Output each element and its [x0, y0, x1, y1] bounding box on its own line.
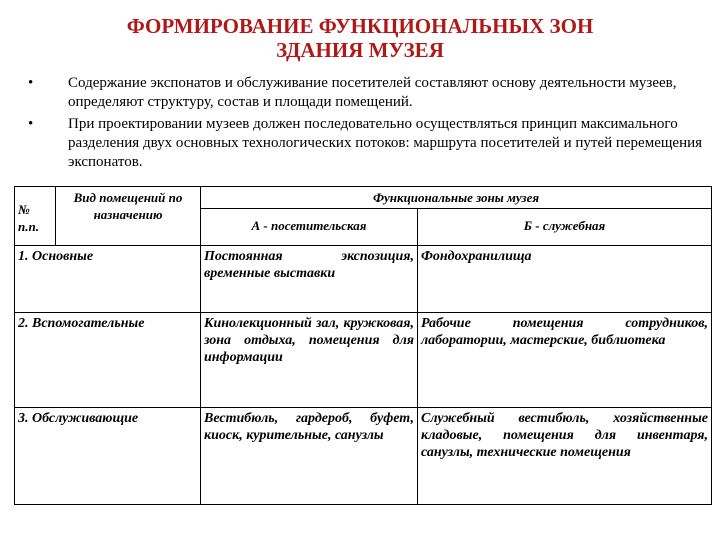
- row-room-kind: 1. Основные: [15, 246, 201, 313]
- row-zone-a: Кинолекционный зал, кружковая, зона отдыха, помещения для информации: [201, 313, 418, 408]
- row-zone-b: Рабочие помещения сотрудников, лаборатории, мастерские, библиотека: [418, 313, 712, 408]
- bullet-item: [20, 74, 710, 112]
- header-functional-zones: Функциональные зоны музея: [201, 187, 712, 209]
- header-zone-b: Б - служебная: [418, 209, 712, 246]
- row-zone-a: Вестибюль, гардероб, буфет, киоск, курительные, санузлы: [201, 408, 418, 505]
- bullet-dot-icon: •: [28, 75, 34, 91]
- row-room-kind: 3. Обслуживающие: [15, 408, 201, 505]
- row-zone-b: Фондохранилища: [418, 246, 712, 313]
- row-zone-b: Служебный вестибюль, хозяйственные кладовые, помещения для инвентаря, санузлы, технические помещения: [418, 408, 712, 505]
- row-room-kind: 2. Вспомогательные: [15, 313, 201, 408]
- functional-zones-table: [14, 186, 712, 505]
- title-line-1: ФОРМИРОВАНИЕ ФУНКЦИОНАЛЬНЫХ ЗОН: [126, 14, 594, 38]
- bullet-text: При проектировании музеев должен последовательно осуществляться принцип максимального разделения двух основных технологических потоков: маршрута посетителей и путей перемещения экспонатов.: [68, 116, 703, 170]
- header-number: № п.п.: [15, 187, 56, 246]
- header-room-kind: Вид помещений по назначению: [56, 187, 201, 246]
- title-line-2: ЗДАНИЯ МУЗЕЯ: [276, 38, 444, 62]
- bullet-text: Содержание экспонатов и обслуживание посетителей составляют основу деятельности музеев, определяют структуру, состав и площади помещений.: [68, 75, 677, 110]
- row-zone-a: Постоянная экспозиция, временные выставки: [201, 246, 418, 313]
- bullet-item: [20, 115, 710, 172]
- table-row: [15, 246, 712, 313]
- bullet-dot-icon: •: [28, 116, 34, 132]
- bullet-list: [20, 74, 710, 175]
- table-header-row: [15, 187, 712, 209]
- table-row: [15, 408, 712, 505]
- header-zone-a: А - посетительская: [201, 209, 418, 246]
- table-row: [15, 313, 712, 408]
- slide-title: [0, 14, 720, 62]
